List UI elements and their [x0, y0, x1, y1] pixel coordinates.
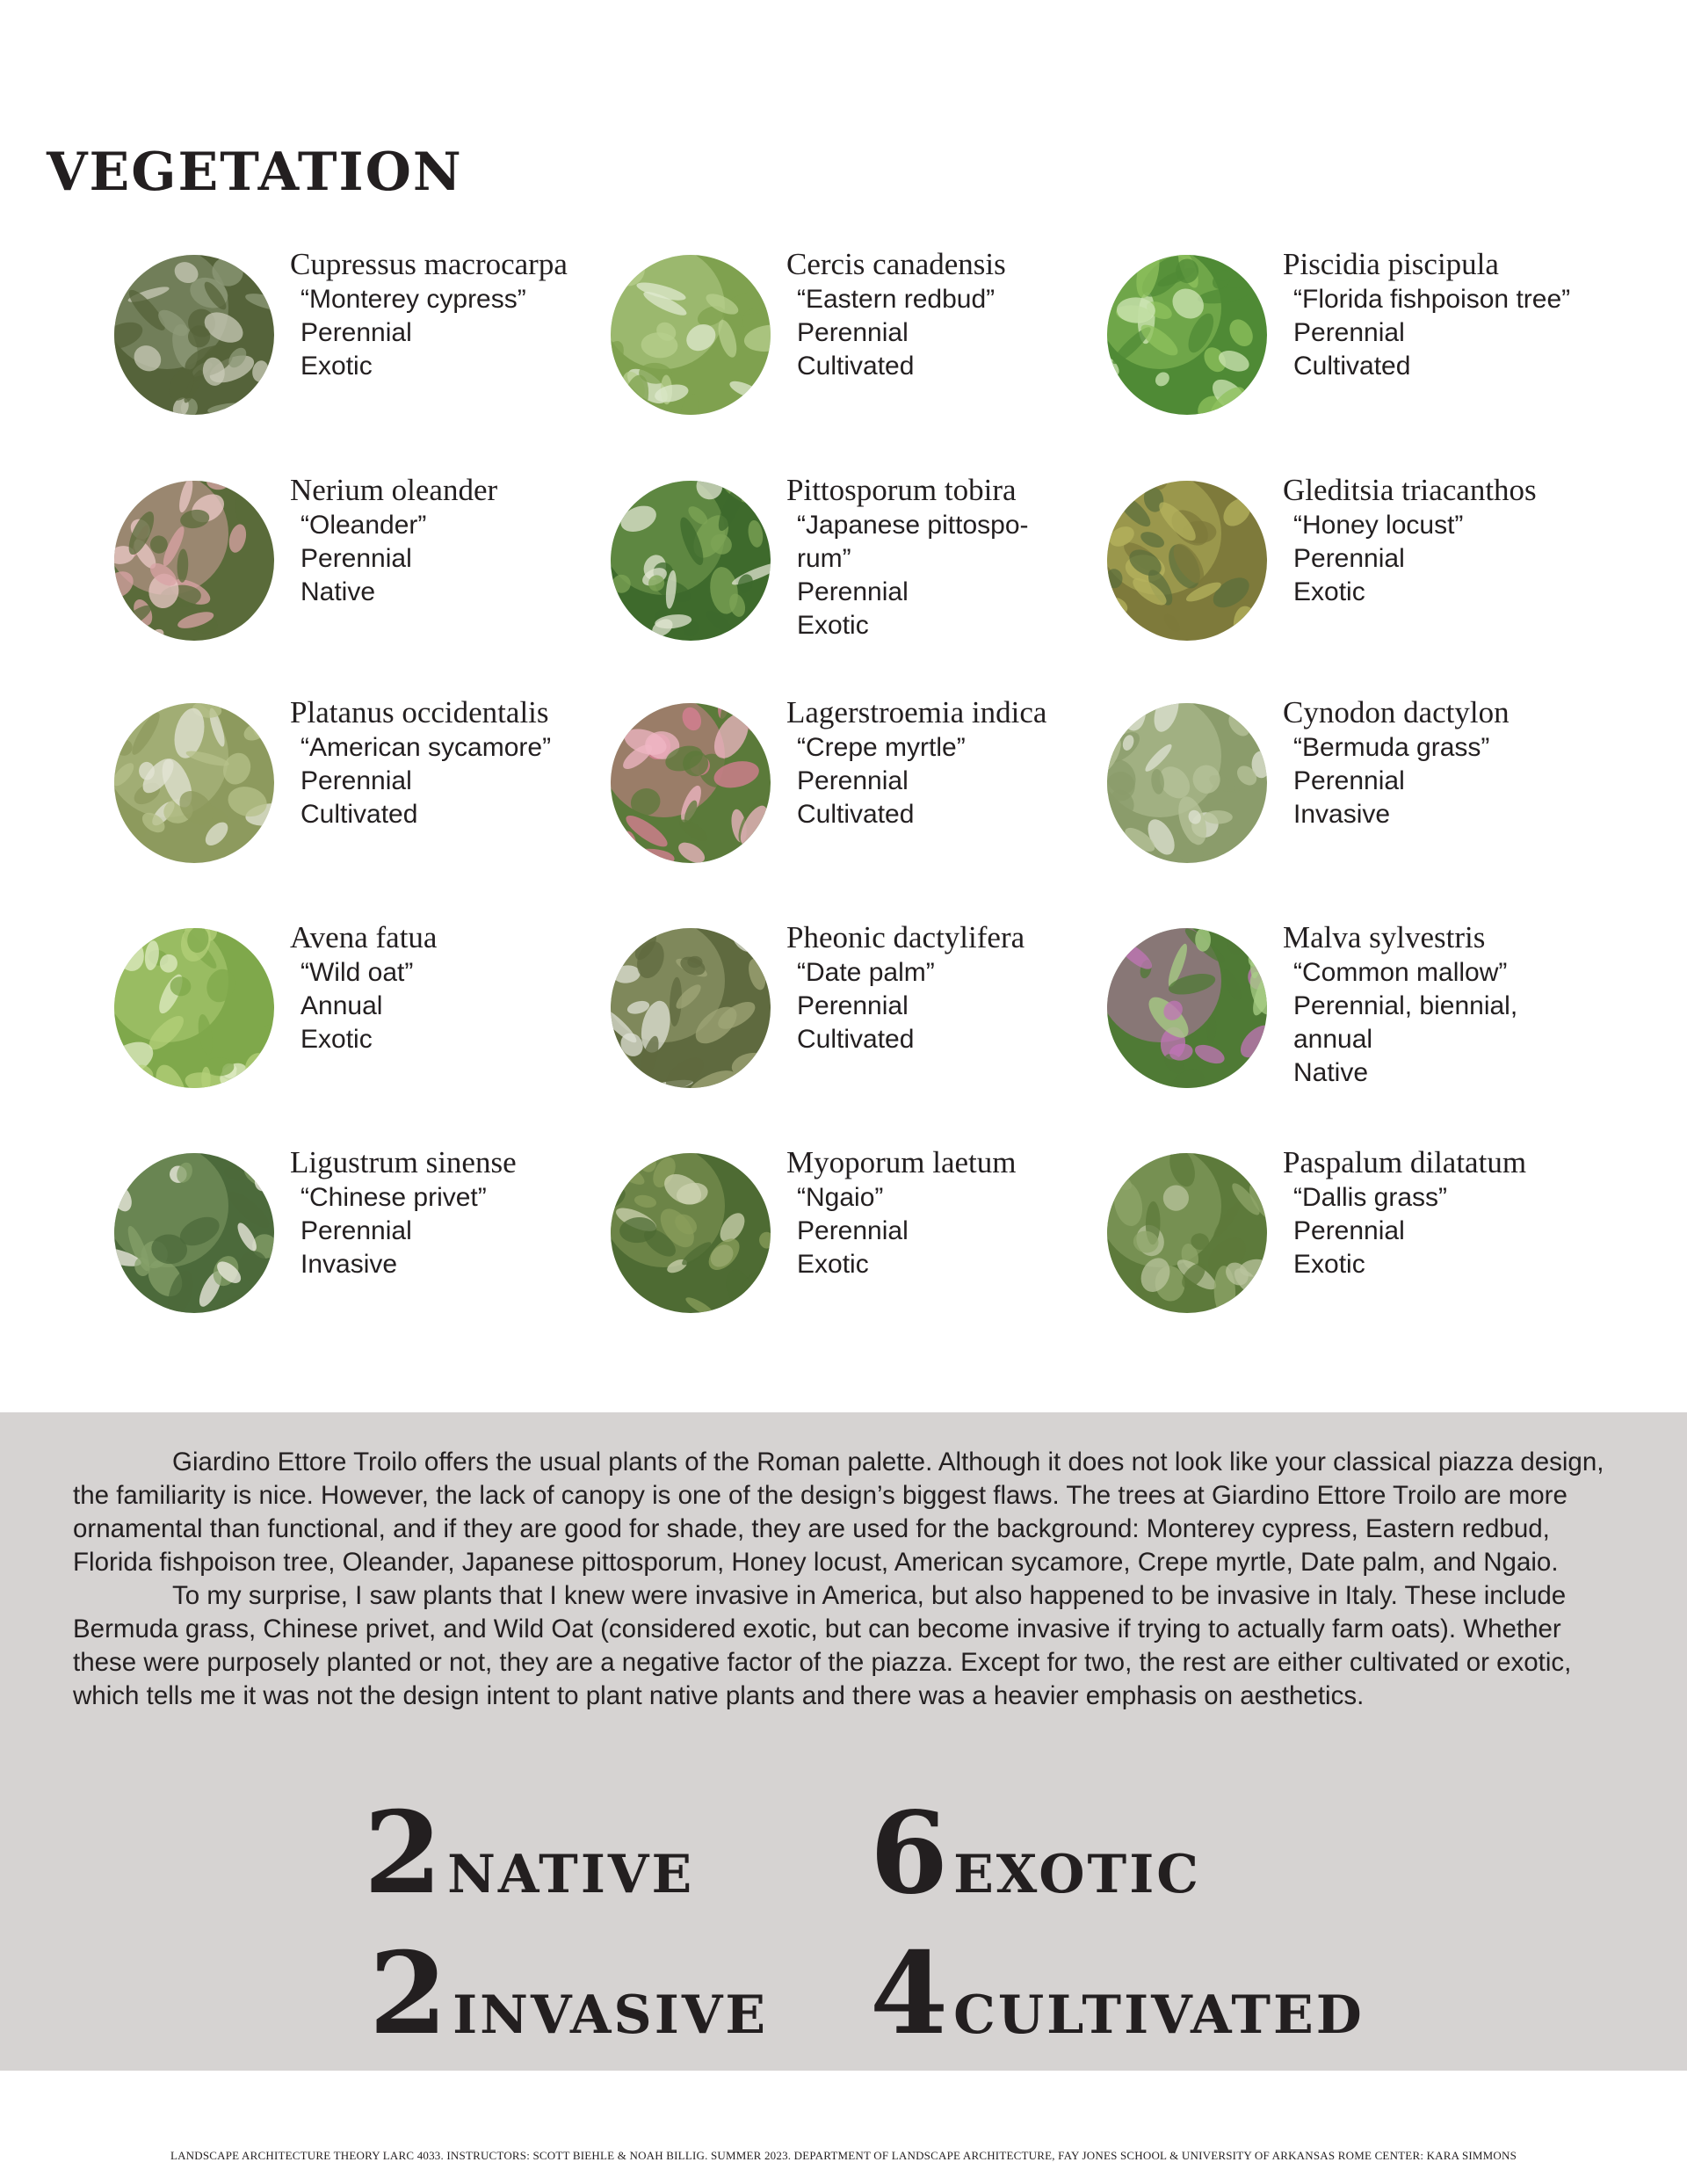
plant-common-name: “Florida fishpoison tree”	[1293, 285, 1571, 314]
stat-invasive-label: INVASIVE	[453, 1984, 769, 2046]
stat-native-label: NATIVE	[447, 1844, 695, 1905]
plant-scientific-name: Ligustrum sinense	[290, 1145, 517, 1179]
plant-card	[114, 473, 641, 657]
plant-photo	[1107, 703, 1267, 863]
plant-card	[1107, 1145, 1634, 1329]
plant-attribute: Native	[1293, 1058, 1369, 1087]
stat-invasive	[369, 1928, 769, 2060]
plant-scientific-name: Myoporum laetum	[786, 1145, 1017, 1179]
plant-scientific-name: Platanus occidentalis	[290, 695, 549, 729]
plant-common-name: “American sycamore”	[300, 733, 552, 762]
plant-attribute: Invasive	[1293, 800, 1391, 829]
plant-text	[290, 1144, 641, 1281]
plant-attribute: Perennial	[1293, 544, 1405, 573]
plant-attribute: Perennial	[300, 1216, 412, 1245]
plant-scientific-name: Cynodon dactylon	[1283, 695, 1510, 729]
plant-scientific-name: Piscidia piscipula	[1283, 247, 1499, 281]
plant-attribute: Annual	[300, 991, 383, 1020]
plant-scientific-name: Pittosporum tobira	[786, 473, 1017, 507]
plant-text	[1283, 694, 1634, 831]
stat-native	[364, 1788, 695, 1919]
plant-photo	[114, 928, 274, 1088]
plant-photo	[1107, 255, 1267, 415]
stat-cultivated-number: 4	[870, 1928, 949, 2060]
plant-scientific-name: Gleditsia triacanthos	[1283, 473, 1537, 507]
plant-common-name: “Japanese pittospo-	[797, 511, 1029, 540]
plant-attribute: annual	[1293, 1025, 1373, 1054]
plant-text	[290, 919, 641, 1056]
essay-paragraph-2: To my surprise, I saw plants that I knew were invasive in America, but also happened to be invasive in Italy. These include Bermuda grass, Chinese privet, and Wild Oat (considered exotic, but can become invasive if trying to actually farm oats). Whether these were purposely planted or not, they are a negative factor of the piazza. Except for two, the rest are either cultivated or exotic, which tells me it was not the design intent to plant native plants and there was a heavier emphasis on aesthetics.	[73, 1581, 1572, 1710]
plant-scientific-name: Cupressus macrocarpa	[290, 247, 568, 281]
plant-card	[114, 920, 641, 1104]
plant-text	[786, 919, 1138, 1056]
plant-common-name: “Oleander”	[300, 511, 427, 540]
plant-scientific-name: Nerium oleander	[290, 473, 498, 507]
plant-common-name: “Crepe myrtle”	[797, 733, 966, 762]
plant-card	[1107, 920, 1634, 1104]
plant-text	[786, 246, 1138, 383]
plant-attribute: Invasive	[300, 1250, 398, 1279]
plant-attribute: Cultivated	[1293, 352, 1411, 381]
plant-card	[114, 247, 641, 431]
plant-text	[1283, 246, 1634, 383]
plant-card	[611, 920, 1138, 1104]
plant-common-name: “Chinese privet”	[300, 1183, 487, 1212]
plant-text	[1283, 1144, 1634, 1281]
plant-card	[611, 473, 1138, 657]
plant-attribute: Perennial	[1293, 766, 1405, 795]
plant-photo	[611, 928, 771, 1088]
plant-attribute: Cultivated	[797, 1025, 915, 1054]
plant-attribute: Exotic	[300, 352, 373, 381]
plant-common-name: “Monterey cypress”	[300, 285, 526, 314]
plant-attribute: Perennial	[300, 544, 412, 573]
plant-scientific-name: Malva sylvestris	[1283, 920, 1486, 954]
plant-attribute: Perennial	[797, 1216, 909, 1245]
plant-attribute: Exotic	[300, 1025, 373, 1054]
plant-common-name: “Date palm”	[797, 958, 935, 987]
plant-card	[611, 695, 1138, 879]
plant-attribute: Perennial	[797, 318, 909, 347]
plant-photo	[114, 481, 274, 641]
plant-attribute: Perennial	[797, 991, 909, 1020]
plant-card	[114, 1145, 641, 1329]
plant-attribute: rum”	[797, 544, 851, 573]
plant-attribute: Cultivated	[797, 800, 915, 829]
plant-common-name: “Dallis grass”	[1293, 1183, 1448, 1212]
plant-attribute: Exotic	[797, 1250, 869, 1279]
plant-attribute: Perennial	[300, 766, 412, 795]
plant-card	[1107, 247, 1634, 431]
page-title: VEGETATION	[47, 141, 463, 203]
plant-text	[786, 472, 1138, 642]
plant-common-name: “Bermuda grass”	[1293, 733, 1490, 762]
plant-scientific-name: Pheonic dactylifera	[786, 920, 1025, 954]
plant-photo	[114, 703, 274, 863]
plant-photo	[611, 481, 771, 641]
plant-scientific-name: Paspalum dilatatum	[1283, 1145, 1527, 1179]
plant-attribute: Perennial	[797, 766, 909, 795]
plant-text	[786, 694, 1138, 831]
plant-photo	[611, 1153, 771, 1313]
stat-invasive-number: 2	[369, 1928, 448, 2060]
plant-scientific-name: Avena fatua	[290, 920, 438, 954]
plant-attribute: Perennial	[300, 318, 412, 347]
plant-photo	[611, 703, 771, 863]
plant-card	[114, 695, 641, 879]
plant-attribute: Perennial	[1293, 318, 1405, 347]
plant-text	[290, 694, 641, 831]
plant-photo	[611, 255, 771, 415]
plant-card	[611, 1145, 1138, 1329]
plant-scientific-name: Cercis canadensis	[786, 247, 1006, 281]
stat-native-number: 2	[364, 1788, 443, 1919]
stat-cultivated	[870, 1928, 1365, 2060]
plant-attribute: Exotic	[797, 611, 869, 640]
plant-attribute: Perennial	[1293, 1216, 1405, 1245]
plant-common-name: “Eastern redbud”	[797, 285, 996, 314]
stat-exotic-number: 6	[870, 1788, 949, 1919]
plant-text	[1283, 919, 1634, 1090]
plant-attribute: Perennial, biennial,	[1293, 991, 1518, 1020]
plant-attribute: Exotic	[1293, 1250, 1365, 1279]
plant-common-name: “Common mallow”	[1293, 958, 1508, 987]
plant-card	[1107, 695, 1634, 879]
plant-text	[290, 246, 641, 383]
stat-cultivated-label: CULTIVATED	[953, 1984, 1365, 2046]
plant-photo	[1107, 481, 1267, 641]
plant-photo	[1107, 1153, 1267, 1313]
stat-exotic-label: EXOTIC	[953, 1844, 1202, 1905]
plant-attribute: Perennial	[797, 577, 909, 606]
plant-card	[1107, 473, 1634, 657]
plant-common-name: “Wild oat”	[300, 958, 414, 987]
plant-common-name: “Honey locust”	[1293, 511, 1464, 540]
plant-common-name: “Ngaio”	[797, 1183, 884, 1212]
plant-card	[611, 247, 1138, 431]
plant-text	[290, 472, 641, 609]
plant-text	[786, 1144, 1138, 1281]
plant-attribute: Cultivated	[797, 352, 915, 381]
plant-text	[1283, 472, 1634, 609]
plant-attribute: Exotic	[1293, 577, 1365, 606]
essay-paragraph-1: Giardino Ettore Troilo offers the usual plants of the Roman palette. Although it does not look like your classical piazza design, the familiarity is nice. However, the lack of canopy is one of the design’s biggest flaws. The trees at Giardino Ettore Troilo are more ornamental than functional, and if they are good for shade, they are used for the background: Monterey cypress, Eastern redbud, Florida fishpoison tree, Oleander, Japanese pittosporum, Honey locust, American sycamore, Crepe myrtle, Date palm, and Ngaio.	[73, 1448, 1604, 1577]
stat-exotic	[870, 1788, 1202, 1919]
plant-photo	[1107, 928, 1267, 1088]
plant-attribute: Cultivated	[300, 800, 418, 829]
plant-scientific-name: Lagerstroemia indica	[786, 695, 1047, 729]
footer-credits: LANDSCAPE ARCHITECTURE THEORY LARC 4033. INSTRUCTORS: SCOTT BIEHLE & NOAH BILLIG. SUMMER 2023. DEPARTMENT OF LANDSCAPE ARCHITECTURE, FAY JONES SCHOOL & UNIVERSITY OF ARKANSAS ROME CENTER: KARA SIMMONS	[170, 2149, 1517, 2162]
plant-photo	[114, 255, 274, 415]
plant-attribute: Native	[300, 577, 376, 606]
plant-photo	[114, 1153, 274, 1313]
essay	[73, 1446, 1619, 1713]
